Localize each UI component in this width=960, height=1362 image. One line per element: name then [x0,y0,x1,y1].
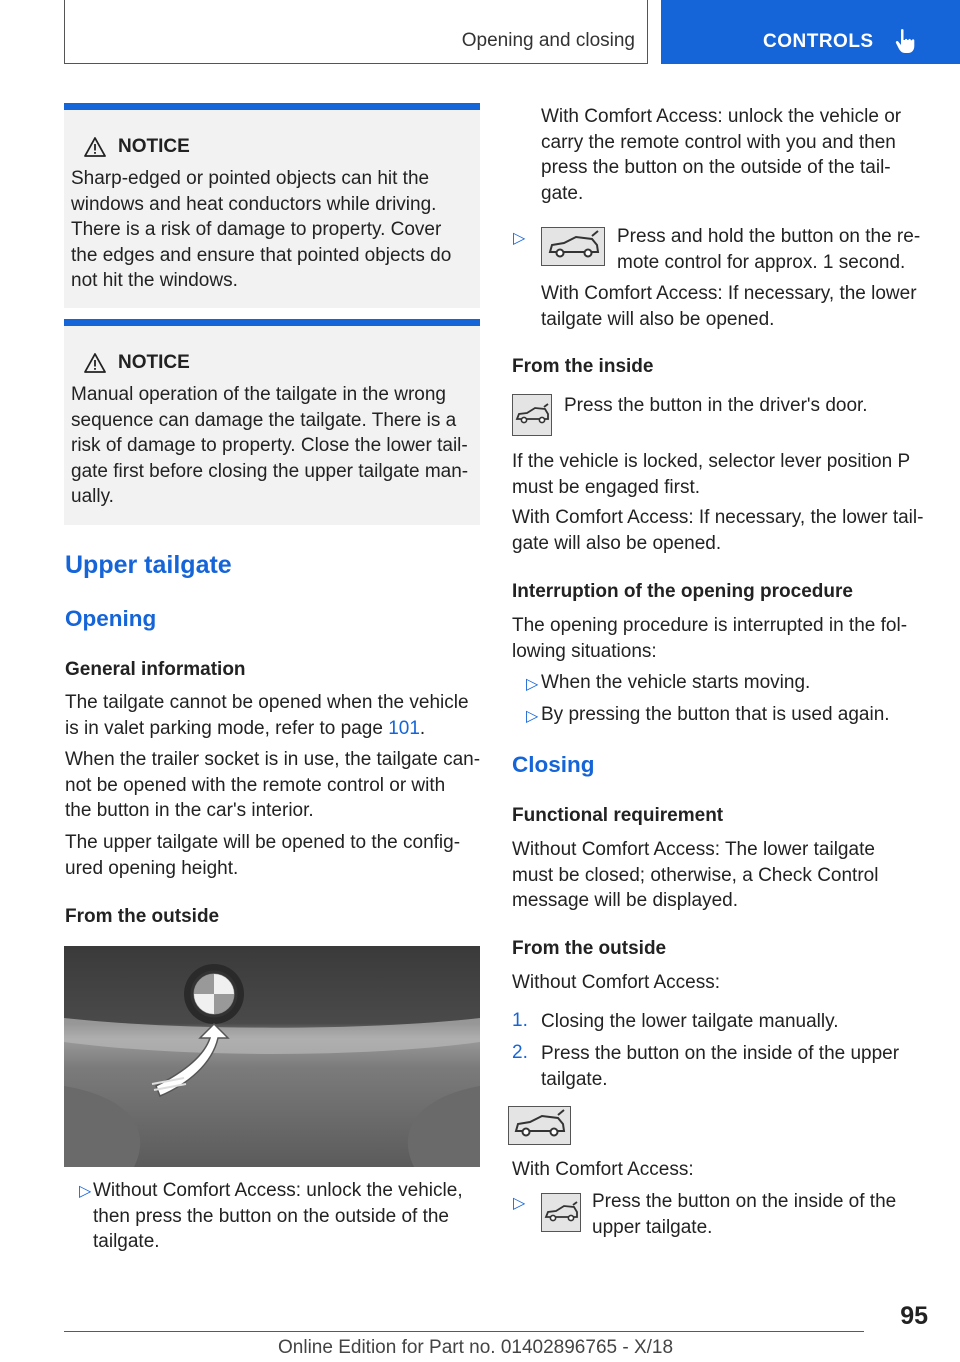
text-line: Press the button on the inside of the [592,1191,897,1212]
text-line: tailgate will also be opened. [541,308,775,330]
text-line: Press the button in the driver's door. [564,395,868,416]
functional-requirement-paragraph [512,837,937,914]
text-line: gate. [541,182,584,204]
heading-from-the-outside: From the outside [65,906,220,927]
text-line: Press the button on the inside of the upper [541,1043,900,1064]
general-paragraph-1 [65,690,485,741]
notice-text [71,382,476,510]
text-line: If the vehicle is locked, selector lever position P [512,451,911,472]
notice-label: NOTICE [118,352,190,373]
notice-line: risk of damage to property. Close the lower tail- [71,435,468,456]
driver-door-button-icon [512,394,552,436]
final-bullet-text [592,1189,932,1240]
text-line: message will be displayed. [512,890,739,911]
text-line: must be closed; otherwise, a Check Control [512,864,879,886]
notice-line: the edges and ensure that pointed objects do [71,244,452,266]
text-line: The upper tailgate will be opened to the config- [65,832,461,853]
text-line: With Comfort Access: If necessary, the lower tail- [512,507,924,528]
text-line: then press the button on the outside of the [93,1205,449,1227]
comfort-lower-paragraph [512,505,937,556]
text-line: must be engaged first. [512,476,700,498]
general-paragraph-3 [65,830,485,881]
text-line: The tailgate cannot be opened when the vehicle [65,692,469,713]
text-line: When the trailer socket is in use, the tailgate can- [65,749,481,770]
heading-interruption: Interruption of the opening procedure [512,581,853,602]
text-line: gate will also be opened. [512,532,722,554]
page-number: 95 [900,1302,928,1330]
inside-button-text [564,393,934,419]
notice-text [71,166,476,294]
bullet-triangle-icon: ▷ [513,1195,526,1212]
text-line: lowing situations: [512,640,657,662]
text-line: Press and hold the button on the re- [617,226,921,247]
pointing-hand-icon [895,28,917,54]
notice-label: NOTICE [118,136,190,157]
general-paragraph-2 [65,747,485,824]
warning-triangle-icon [84,137,106,157]
text-line: Without Comfort Access: The lower tailgate [512,839,875,860]
notice-heading [84,352,190,374]
notice-line: gate first before closing the upper tailgate man- [71,460,469,482]
header-controls-tab[interactable] [661,0,960,64]
bullet-triangle-icon: ▷ [513,230,526,247]
heading-general-information: General information [65,659,246,680]
with-comfort-label: With Comfort Access: [512,1159,694,1180]
text-line: Without Comfort Access: unlock the vehicle, [93,1180,463,1201]
text-line: upper tailgate. [592,1216,713,1238]
notice-line: windows and heat conductors while driving. [71,193,437,215]
step-number: 1. [512,1010,528,1031]
bullet-triangle-icon: ▷ [79,1183,92,1200]
warning-triangle-icon [84,353,106,373]
heading-closing: Closing [512,752,595,777]
notice-line: Sharp-edged or pointed objects can hit the [71,168,430,189]
bullet-without-comfort-access [93,1178,488,1255]
notice-line: There is a risk of damage to property. Cover [71,219,442,240]
inside-tailgate-button-small-icon [541,1193,581,1232]
interruption-bullet-1: When the vehicle starts moving. [541,672,811,693]
bullet-triangle-icon: ▷ [526,676,539,693]
header-section-title: Opening and closing [461,30,635,51]
heading-opening: Opening [65,606,157,631]
text-line: mote control for approx. 1 second. [617,251,906,273]
interruption-paragraph [512,613,937,664]
step-number: 2. [512,1042,528,1063]
text-line: press the button on the outside of the tail- [541,157,891,178]
step-1-text: Closing the lower tailgate manually. [541,1011,839,1032]
remote-bullet-text [617,224,937,275]
notice-line: sequence can damage the tailgate. There is a [71,409,457,431]
page-link[interactable]: 101 [388,717,420,739]
interruption-bullet-2: By pressing the button that is used again. [541,704,890,725]
notice-line: not hit the windows. [71,270,238,291]
text-line: the button in the car's interior. [65,800,314,821]
bullet-triangle-icon: ▷ [526,708,539,725]
tailgate-photo-illustration [64,946,480,1167]
footer-edition: Online Edition for Part no. 01402896765 - X/18 [278,1337,674,1358]
text-line [65,716,485,742]
text-line: ured opening height. [65,857,239,879]
text-line: not be opened with the remote control or with [65,774,446,796]
locked-paragraph [512,449,937,500]
heading-from-the-inside: From the inside [512,356,654,377]
text-line: With Comfort Access: If necessary, the lower [541,283,917,304]
notice-line: Manual operation of the tailgate in the wrong [71,384,446,405]
heading-closing-from-outside: From the outside [512,938,667,959]
remote-note [541,281,941,332]
text-line: tailgate. [93,1231,160,1252]
without-comfort-label: Without Comfort Access: [512,972,721,993]
header-section-box [64,0,648,64]
notice-box-sharp-objects [64,103,480,308]
heading-upper-tailgate: Upper tailgate [65,551,232,579]
inside-tailgate-button-icon [508,1106,571,1145]
remote-tailgate-button-icon [541,227,605,266]
step-2-text [541,1041,941,1092]
notice-box-manual-operation [64,319,480,525]
header-tab-label: CONTROLS [763,31,874,52]
footer-divider [64,1331,864,1332]
text-line: With Comfort Access: unlock the vehicle or [541,106,902,127]
text-line: tailgate. [541,1068,608,1090]
text-line: carry the remote control with you and then [541,131,896,153]
notice-line: ually. [71,486,114,507]
text-line: The opening procedure is interrupted in the fol- [512,615,908,636]
text-span: . [419,717,426,739]
notice-heading [84,136,190,158]
tailgate-button-photo [64,946,480,1167]
text-span: is in valet parking mode, refer to page [65,717,389,739]
comfort-access-paragraph [541,104,941,206]
heading-functional-requirement: Functional requirement [512,805,724,826]
